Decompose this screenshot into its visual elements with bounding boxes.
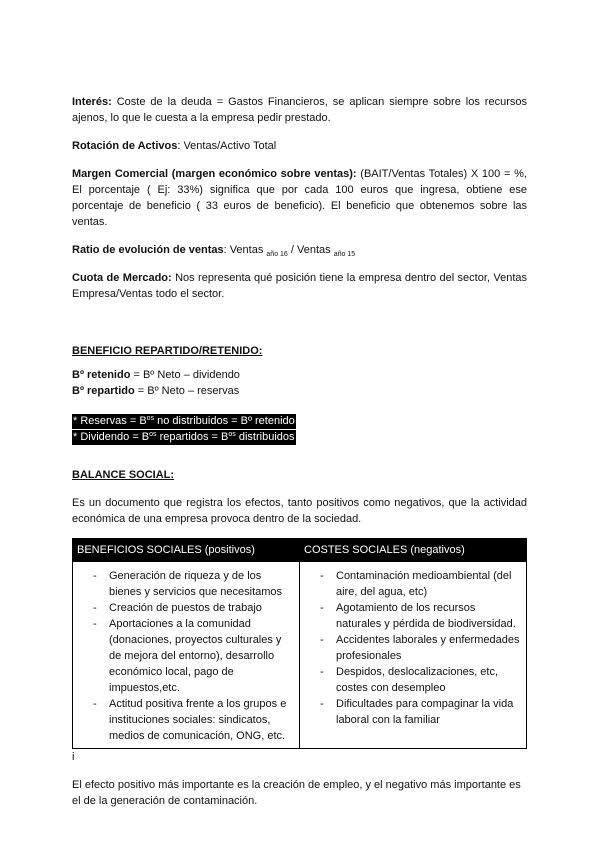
beneficios-list [79,568,293,744]
dividendo-highlight [72,430,296,445]
list-item: - Creación de puestos de trabajo [79,600,293,616]
col-header-beneficios: BENEFICIOS SOCIALES (positivos) [73,539,300,562]
interes-paragraph [72,94,527,126]
ratio-paragraph [72,242,527,258]
list-item: - Agotamiento de los recursos naturales y pérdida de biodiversidad. [306,600,520,632]
margen-label: Margen Comercial (margen económico sobre ventas): [72,168,357,180]
conclusion-paragraph: El efecto positivo más importante es la creación de empleo, y el negativo más importante es el de la generación de contaminación. [72,779,521,807]
hl1-b: no distribuidos = Bº retenido [154,415,295,427]
reservas-highlight-line [72,413,527,429]
interes-label: Interés: [72,96,112,108]
interes-text: Coste de la deuda = Gastos Financieros, se aplican siempre sobre los recursos ajenos, lo que le cuesta a la empresa pedir prestado. [72,96,527,124]
dividendo-highlight-line [72,429,527,445]
hl2-b: repartidos = B [156,431,229,443]
margen-text: (BAIT/Ventas Totales) X 100 = %, El porcentaje ( Ej: 33%) significa que por cada 100 euros que ingresa, obtiene ese porcentaje de beneficio ( 33 euros de beneficio). El beneficio que obtenemos sobre las ventas. [72,168,527,228]
col-header-costes: COSTES SOCIALES (negativos) [300,539,527,562]
ratio-label: Ratio de evolución de ventas [72,244,224,256]
list-item: - Contaminación medioambiental (del aire, del agua, etc) [306,568,520,600]
stray-mark: i [72,751,75,763]
margen-paragraph [72,166,527,230]
balance-table [72,538,527,749]
retenido-text: = Bº Neto – dividendo [130,369,240,381]
hl2-sup2: os [228,431,236,438]
retenido-label: Bº retenido [72,369,131,381]
hl1-sup: os [146,415,155,422]
balance-intro: Es un documento que registra los efectos, tanto positivos como negativos, que la actividad económica de una empresa provoca dentro de la sociedad. [72,497,527,525]
costes-cell [300,562,527,749]
hl1-a: * Reservas = B [73,415,147,427]
reservas-highlight [72,414,296,429]
rotacion-text: : Ventas/Activo Total [177,140,277,152]
cuota-paragraph [72,270,527,302]
balance-heading: BALANCE SOCIAL: [72,469,175,481]
ratio-text-a: : Ventas [223,244,267,256]
document-page [72,94,527,809]
hl2-sup: os [149,431,157,438]
list-item: - Actitud positiva frente a los grupos e instituciones sociales: sindicatos, medios de comunicación, ONG, etc. [79,696,293,744]
retenido-line [72,367,527,383]
list-item: - Generación de riqueza y de los bienes y servicios que necesitamos [79,568,293,600]
ratio-sub-b: año 15 [333,251,356,258]
repartido-line [72,383,527,399]
beneficio-heading: BENEFICIO REPARTIDO/RETENIDO: [72,345,263,357]
repartido-label: Bº repartido [72,385,135,397]
cuota-label: Cuota de Mercado: [72,272,172,284]
ratio-sub-a: año 16 [266,251,288,258]
repartido-text: = Bº Neto – reservas [134,385,240,397]
rotacion-label: Rotación de Activos [72,140,178,152]
list-item: - Despidos, deslocalizaciones, etc, costes con desempleo [306,664,520,696]
ratio-text-b: / Ventas [287,244,334,256]
list-item: - Accidentes laborales y enfermedades profesionales [306,632,520,664]
rotacion-paragraph [72,138,527,154]
hl2-c: distribuidos [235,431,295,443]
list-item: - Dificultades para compaginar la vida laboral con la familiar [306,696,520,728]
list-item: - Aportaciones a la comunidad (donaciones, proyectos culturales y de mejora del entorno), desarrollo económico local, pago de impuestos,etc. [79,616,293,696]
costes-list [306,568,520,728]
cuota-text: Nos representa qué posición tiene la empresa dentro del sector, Ventas Empresa/Ventas todo el sector. [72,272,527,300]
hl2-a: * Dividendo = B [73,431,150,443]
beneficios-cell [73,562,300,749]
